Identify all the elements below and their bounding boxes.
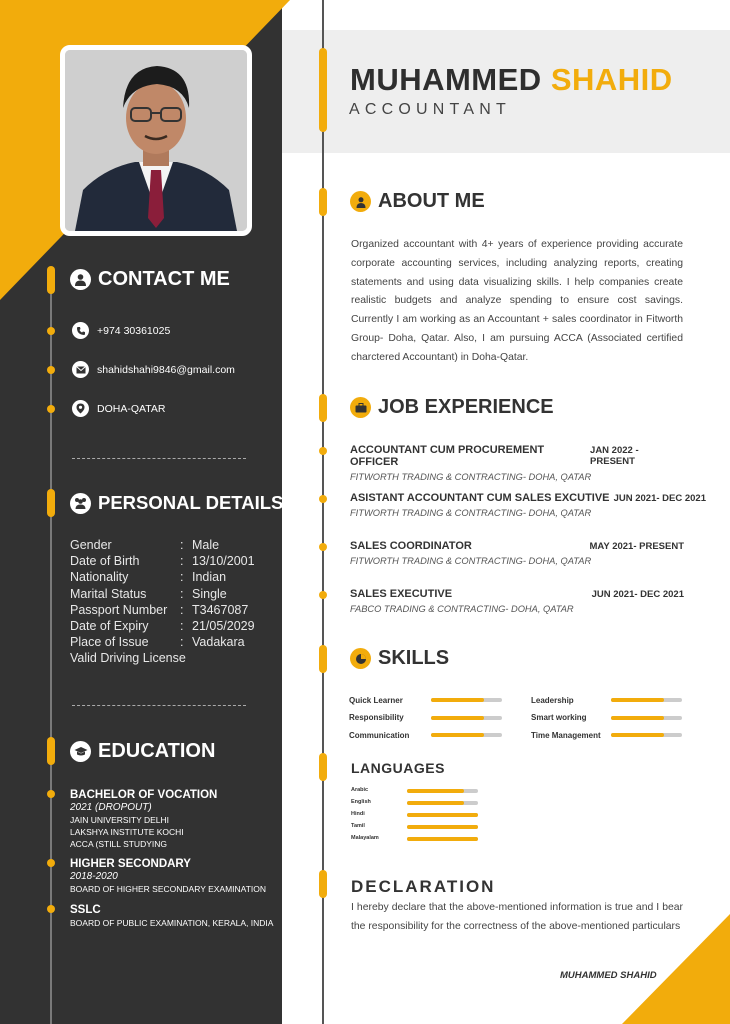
personal-value: Single: [192, 586, 227, 601]
mail-icon: [72, 361, 89, 378]
divider: [72, 458, 246, 459]
job-role: ACCOUNTANT: [349, 101, 511, 118]
personal-details-list: [70, 537, 255, 667]
timeline-dot: [47, 366, 55, 374]
personal-key: Date of Birth: [70, 554, 140, 569]
contact-title: [70, 268, 230, 291]
job-dates: JAN 2022 - PRESENT: [590, 445, 639, 467]
degree-title: HIGHER SECONDARY: [70, 858, 191, 870]
candidate-name: [350, 62, 673, 98]
personal-key: Marital Status: [70, 586, 147, 601]
personal-key: Gender: [70, 538, 112, 552]
language-bar: [407, 813, 478, 817]
experience-title: [350, 396, 554, 419]
timeline-dot: [47, 859, 55, 867]
personal-marker: [47, 489, 55, 517]
personal-value: T3467087: [192, 602, 249, 617]
personal-row: [70, 537, 255, 553]
personal-title-text: PERSONAL DETAILS: [98, 492, 284, 513]
signature: MUHAMMED SHAHID: [560, 970, 657, 981]
skill-name: Time Management: [531, 731, 601, 740]
declaration-title: DECLARATION: [351, 877, 496, 896]
skill-bar-fill: [431, 698, 484, 702]
skill-bar-fill: [611, 733, 664, 737]
about-text: Organized accountant with 4+ years of experience providing accurate corporate accounting services, including analyzing reports, creating statements and using data visualizing skills. I help companies create realistic budgets and analyze spending to ensure cost savings. Currently I am working as an Accountant + sales coordinator in Fitworth Group- Doha, Qatar. Also, I am pursuing ACCA (Associated certified charctered Accountant) in Doha-Qatar.: [351, 239, 683, 363]
personal-title: [70, 492, 283, 514]
degree-note: 2021 (DROPOUT): [70, 802, 152, 813]
personal-row: [70, 618, 255, 634]
timeline-dot: [47, 327, 55, 335]
job-company: FITWORTH TRADING & CONTRACTING- DOHA, QATAR: [350, 556, 592, 566]
skill-bar-fill: [611, 698, 664, 702]
job-item: [350, 540, 684, 566]
degree-line: BOARD OF HIGHER SECONDARY EXAMINATION: [70, 884, 267, 894]
degree-note: 2018-2020: [70, 871, 118, 882]
about-marker: [319, 188, 327, 216]
person-portrait-icon: [65, 50, 247, 231]
people-icon: [70, 493, 91, 514]
personal-key: Place of Issue: [70, 635, 149, 650]
skill-name: Smart working: [531, 713, 587, 722]
language-bar: [407, 789, 478, 793]
personal-sep: :: [180, 635, 184, 650]
location-pin-icon: [72, 400, 89, 417]
job-item: [350, 588, 684, 614]
personal-key: Date of Expiry: [70, 619, 149, 634]
degree-title: SSLC: [70, 904, 101, 916]
personal-value: Male: [192, 538, 220, 552]
personal-row: [70, 553, 255, 569]
language-bar: [407, 825, 478, 829]
education-title-text: EDUCATION: [98, 740, 216, 762]
education-title: [70, 740, 215, 763]
skill-bar: [611, 733, 682, 737]
location-row: [72, 400, 165, 417]
phone-text: +974 30361025: [97, 324, 171, 337]
job-company: FABCO TRADING & CONTRACTING- DOHA, QATAR: [350, 604, 574, 614]
job-title: SALES EXECUTIVE: [350, 588, 453, 600]
language-bar-fill: [407, 789, 464, 793]
skills-marker: [319, 645, 327, 673]
job-title: ACCOUNTANT CUM PROCUREMENT OFFICER: [350, 444, 545, 468]
about-title: [350, 190, 485, 213]
header-marker: [319, 48, 327, 132]
education-item: [70, 903, 273, 929]
job-dates: MAY 2021- PRESENT: [589, 541, 684, 552]
skill-name: Responsibility: [349, 713, 404, 722]
experience-title-text: JOB EXPERIENCE: [378, 396, 554, 418]
language-bar-fill: [407, 837, 478, 841]
skill-name: Communication: [349, 731, 410, 740]
contact-marker: [47, 266, 55, 294]
education-marker: [47, 737, 55, 765]
user-icon: [70, 269, 91, 290]
degree-title: BACHELOR OF VOCATION: [70, 789, 218, 801]
language-name: Malayalam: [351, 835, 379, 841]
degree-line: BOARD OF PUBLIC EXAMINATION, KERALA, INDIA: [70, 918, 274, 928]
personal-row: [70, 569, 255, 585]
skill-name: Quick Learner: [349, 696, 403, 705]
skill-bar: [611, 716, 682, 720]
skills-title: [350, 647, 449, 670]
language-bar: [407, 837, 478, 841]
timeline-dot: [47, 790, 55, 798]
personal-row: [70, 602, 255, 618]
timeline-dot: [47, 405, 55, 413]
language-bar-fill: [407, 825, 478, 829]
language-bar-fill: [407, 801, 464, 805]
divider: [72, 705, 246, 706]
phone-row: [72, 322, 170, 339]
last-name: SHAHID: [550, 62, 673, 97]
skill-bar: [611, 698, 682, 702]
skill-bar-fill: [611, 716, 664, 720]
declaration-marker: [319, 870, 327, 898]
job-item: [350, 492, 706, 518]
languages-marker: [319, 753, 327, 781]
language-name: Tamil: [351, 823, 365, 829]
personal-row: [70, 634, 255, 650]
degree-line: JAIN UNIVERSITY DELHI: [70, 815, 170, 825]
personal-value: 21/05/2029: [192, 619, 255, 634]
personal-key: Valid Driving License: [70, 651, 186, 666]
degree-line: LAKSHYA INSTITUTE KOCHI: [70, 827, 184, 837]
first-name: MUHAMMED: [350, 62, 542, 97]
email-text: shahidshahi9846@gmail.com: [97, 363, 235, 376]
personal-row: [70, 586, 255, 602]
job-title: SALES COORDINATOR: [350, 540, 472, 552]
personal-sep: :: [180, 586, 184, 601]
personal-value: Vadakara: [192, 635, 245, 650]
skill-bar-fill: [431, 733, 484, 737]
job-dates: JUN 2021- DEC 2021: [591, 589, 684, 600]
personal-sep: :: [180, 538, 184, 552]
personal-sep: :: [180, 602, 184, 617]
personal-sep: :: [180, 619, 184, 634]
skill-name: Leadership: [531, 696, 574, 705]
job-company: FITWORTH TRADING & CONTRACTING- DOHA, QATAR: [350, 508, 592, 518]
personal-key: Nationality: [70, 570, 129, 585]
timeline-dot: [47, 905, 55, 913]
timeline-dot: [319, 447, 327, 455]
timeline-dot: [319, 543, 327, 551]
contact-title-text: CONTACT ME: [98, 268, 230, 290]
location-text: DOHA-QATAR: [97, 402, 166, 415]
skill-bar: [431, 733, 502, 737]
skills-title-text: SKILLS: [378, 647, 450, 669]
job-title: ASISTANT ACCOUNTANT CUM SALES EXCUTIVE: [350, 492, 610, 504]
skill-bar-fill: [431, 716, 484, 720]
job-company: FITWORTH TRADING & CONTRACTING- DOHA, QATAR: [350, 472, 592, 482]
timeline-dot: [319, 495, 327, 503]
profile-photo: [60, 45, 252, 236]
personal-row: [70, 650, 255, 666]
skill-bar: [431, 716, 502, 720]
education-item: [70, 788, 217, 850]
languages-title: LANGUAGES: [351, 760, 445, 776]
phone-icon: [72, 322, 89, 339]
job-item: [350, 444, 684, 482]
job-dates: JUN 2021- DEC 2021: [613, 493, 706, 504]
personal-key: Passport Number: [70, 602, 168, 617]
declaration-text: I hereby declare that the above-mentioned information is true and I bear the responsibility for the correctness of the above-mentioned particulars: [351, 902, 683, 932]
briefcase-icon: [350, 397, 371, 418]
personal-sep: :: [180, 570, 184, 585]
language-name: Hindi: [351, 811, 365, 817]
language-name: English: [351, 799, 371, 805]
personal-sep: :: [180, 554, 184, 569]
user-icon: [350, 191, 371, 212]
about-title-text: ABOUT ME: [378, 190, 485, 212]
language-name: Arabic: [351, 787, 369, 793]
degree-line: ACCA (STILL STUDYING: [70, 839, 167, 849]
education-item: [70, 857, 266, 895]
timeline-dot: [319, 591, 327, 599]
personal-value: Indian: [192, 570, 227, 585]
personal-value: 13/10/2001: [192, 554, 255, 569]
graduation-cap-icon: [70, 741, 91, 762]
pie-chart-icon: [350, 648, 371, 669]
email-row: [72, 361, 235, 378]
experience-marker: [319, 394, 327, 422]
language-bar: [407, 801, 478, 805]
skill-bar: [431, 698, 502, 702]
language-bar-fill: [407, 813, 478, 817]
